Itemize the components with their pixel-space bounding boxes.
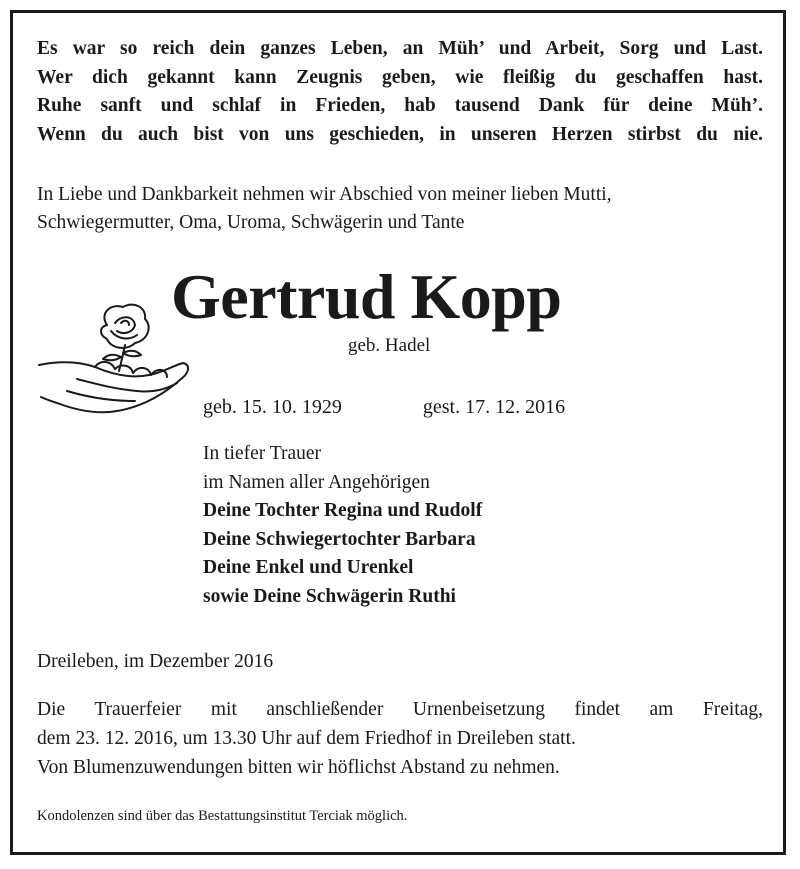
mourners-intro-line: In tiefer Trauer [203, 443, 322, 464]
death-date: gest. 17. 12. 2016 [422, 396, 566, 418]
memorial-poem [37, 35, 763, 149]
life-dates [203, 396, 565, 419]
maiden-name: geb. Hadel [348, 335, 431, 356]
poem-line: Ruhe sanft und schlaf in Frieden, hab tausend Dank für deine Müh’. [37, 95, 763, 116]
poem-line: Es war so reich dein ganzes Leben, an Müh’ und Arbeit, Sorg und Last. [37, 38, 763, 59]
deceased-name: Gertrud Kopp [171, 261, 562, 332]
poem-line: Wer dich gekannt kann Zeugnis geben, wie fleißig du geschaffen hast. [37, 66, 763, 88]
place-and-date: Dreileben, im Dezember 2016 [37, 651, 274, 672]
farewell-intro [37, 181, 777, 237]
mourner-name: Deine Tochter Regina und Rudolf [203, 500, 483, 521]
service-line: Von Blumenzuwendungen bitten wir höflichst Abstand zu nehmen. [37, 757, 560, 778]
birth-date: geb. 15. 10. 1929 [203, 396, 342, 418]
mourners-intro-line: im Namen aller Angehörigen [203, 471, 430, 493]
poem-line: Wenn du auch bist von uns geschieden, in unseren Herzen stirbst du nie. [37, 123, 763, 145]
funeral-service-info [37, 695, 763, 782]
service-line: dem 23. 12. 2016, um 13.30 Uhr auf dem Friedhof in Dreileben statt. [37, 728, 576, 749]
mourner-name: Deine Schwiegertochter Barbara [203, 528, 476, 550]
obituary-notice [10, 10, 786, 855]
mourner-name: Deine Enkel und Urenkel [203, 557, 414, 578]
mourner-name: sowie Deine Schwägerin Ruthi [203, 585, 456, 607]
intro-line: In Liebe und Dankbarkeit nehmen wir Abschied von meiner lieben Mutti, [37, 184, 612, 205]
service-line: Die Trauerfeier mit anschließender Urnenbeisetzung findet am Freitag, [37, 699, 763, 720]
mourners-block [203, 440, 482, 611]
condolences-note: Kondolenzen sind über das Bestattungsinstitut Terciak möglich. [37, 808, 408, 824]
intro-line: Schwiegermutter, Oma, Uroma, Schwägerin und Tante [37, 212, 465, 233]
